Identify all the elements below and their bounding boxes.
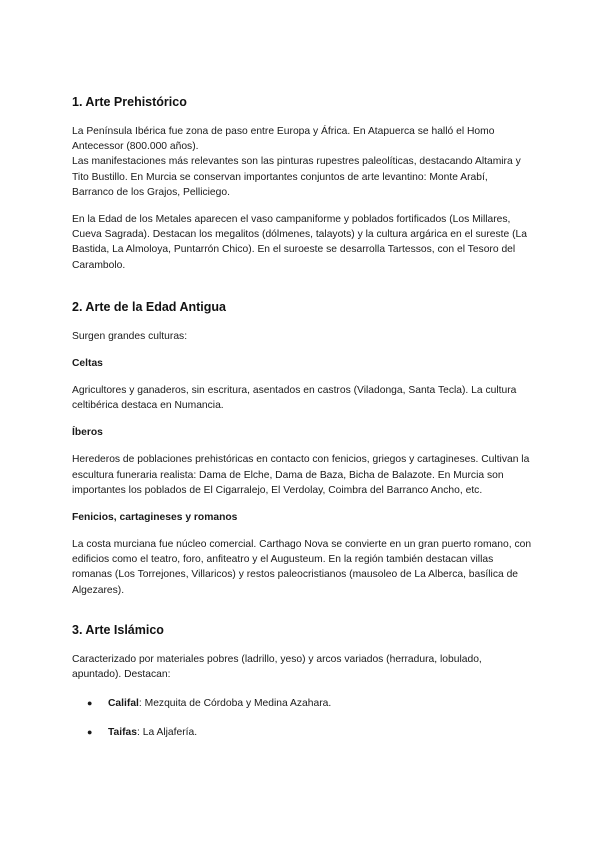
section-heading-prehistoric: 1. Arte Prehistórico — [72, 95, 187, 109]
section-heading-islamic: 3. Arte Islámico — [72, 622, 164, 637]
paragraph-celtas: Agricultores y ganaderos, sin escritura, asentados en castros (Viladonga, Santa Tecla). La cultura celtibérica destaca en Numancia. — [72, 385, 517, 412]
subheading-celtas: Celtas — [72, 358, 103, 370]
list-item-text: : Mezquita de Córdoba y Medina Azahara. — [138, 698, 332, 710]
document-page — [72, 94, 532, 740]
paragraph-metal-age: En la Edad de los Metales aparecen el vaso campaniforme y poblados fortificados (Los Millares, Cueva Sagrada). Destacan los megalitos (dólmenes, talayots) y la cultura argárica en el sureste (La Bastida, La Almoloya, Puntarrón Chico). En el suroeste se desarrolla Tartessos, con el Tesoro del Carambolo. — [72, 214, 528, 271]
bullet-icon: ● — [87, 727, 93, 738]
paragraph-iberos: Herederos de poblaciones prehistóricas en contacto con fenicios, griegos y cartagineses. Cultivan la escultura funeraria realista: Dama de Elche, Dama de Baza, Bicha de Balazote. En Murcia son importantes los poblados de El Cigarralejo, El Verdolay, Coimbra del Barranco Ancho, etc. — [72, 454, 530, 496]
list-item-label: Califal — [108, 698, 139, 710]
list-item-label: Taifas — [108, 727, 137, 739]
list-item-text: : La Aljafería. — [137, 727, 198, 739]
paragraph-cave-paintings: Las manifestaciones más relevantes son las pinturas rupestres paleolíticas, destacando Altamira y Tito Bustillo. En Murcia se conservan importantes conjuntos de arte levantino: Monte Arabí, Barranco de los Grajos, Pelliciego. — [72, 156, 521, 198]
bullet-icon: ● — [87, 698, 93, 709]
subheading-iberos: Íberos — [72, 427, 103, 439]
section-heading-ancient: 2. Arte de la Edad Antigua — [72, 299, 226, 314]
paragraph-cultures-intro: Surgen grandes culturas: — [72, 330, 188, 342]
paragraph-atapuerca: La Península Ibérica fue zona de paso entre Europa y África. En Atapuerca se halló el Homo Antecessor (800.000 años). — [72, 126, 495, 153]
paragraph-islamic-intro: Caracterizado por materiales pobres (ladrillo, yeso) y arcos variados (herradura, lobulado, apuntado). Destacan: — [72, 653, 482, 681]
paragraph-fenicios: La costa murciana fue núcleo comercial. Carthago Nova se convierte en un gran puerto romano, con edificios como el teatro, foro, anfiteatro y el Augusteum. En la región también destacan villas romanas (Los Torrejones, Villaricos) y restos paleocristianos (mausoleo de La Alberca, basílica de Algezares). — [72, 539, 532, 596]
islamic-art-list — [72, 696, 532, 740]
list-item — [72, 696, 532, 711]
list-item — [72, 725, 532, 740]
subheading-fenicios: Fenicios, cartagineses y romanos — [72, 512, 238, 524]
